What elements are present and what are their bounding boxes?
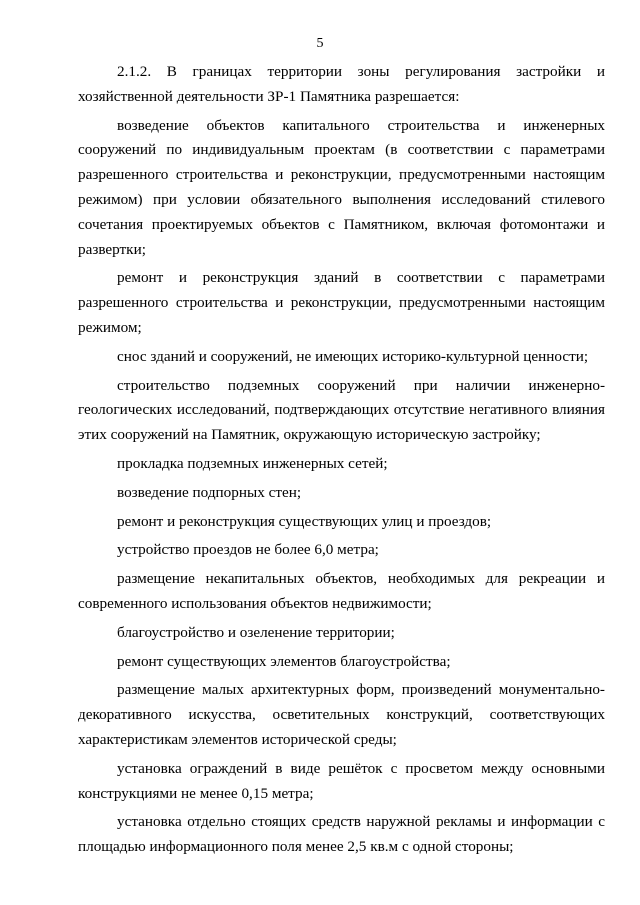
paragraph-item: благоустройство и озеленение территории; — [117, 623, 395, 641]
paragraph-item: устройство проездов не более 6,0 метра; — [117, 541, 379, 559]
paragraph-item: возведение подпорных стен; — [117, 483, 302, 501]
paragraph-item: установка ограждений в виде решёток с просветом между основными конструкциями не менее 0,15 метра; — [78, 759, 605, 802]
paragraph-item: строительство подземных сооружений при наличии инженерно-геологических исследований, подтверждающих отсутствие негативного влияния этих сооружений на Памятник, окружающую историческую застройку; — [78, 376, 605, 444]
paragraph-item: размещение некапитальных объектов, необходимых для рекреации и современного использования объектов недвижимости; — [78, 570, 605, 612]
paragraph-item: ремонт и реконструкция существующих улиц и проездов; — [117, 512, 492, 530]
paragraph-item: прокладка подземных инженерных сетей; — [117, 454, 388, 472]
paragraph-item: возведение объектов капитального строительства и инженерных сооружений по индивидуальным проектам (в соответствии с параметрами разрешенного строительства и реконструкции, предусмотренными настоящим режимом) при условии обязательного выполнения исследований стилевого сочетания проектируемых объектов с Памятником, включая фотомонтажи и развертки; — [78, 116, 605, 258]
document-body — [78, 60, 605, 860]
paragraph-item: ремонт и реконструкция зданий в соответствии с параметрами разрешенного строительства и реконструкции, предусмотренными настоящим режимом; — [78, 269, 605, 336]
paragraph-item: размещение малых архитектурных форм, произведений монументально-декоративного искусства, осветительных конструкций, соответствующих характеристикам элементов исторической среды; — [78, 681, 605, 748]
page-number: 5 — [316, 36, 324, 51]
paragraph-section-heading: 2.1.2. В границах территории зоны регулирования застройки и хозяйственной деятельности ЗР-1 Памятника разрешается: — [78, 63, 605, 105]
paragraph-item: установка отдельно стоящих средств наружной рекламы и информации с площадью информационного поля менее 2,5 кв.м с одной стороны; — [78, 813, 605, 856]
paragraph-item: снос зданий и сооружений, не имеющих историко-культурной ценности; — [117, 347, 589, 365]
paragraph-item: ремонт существующих элементов благоустройства; — [117, 652, 451, 670]
